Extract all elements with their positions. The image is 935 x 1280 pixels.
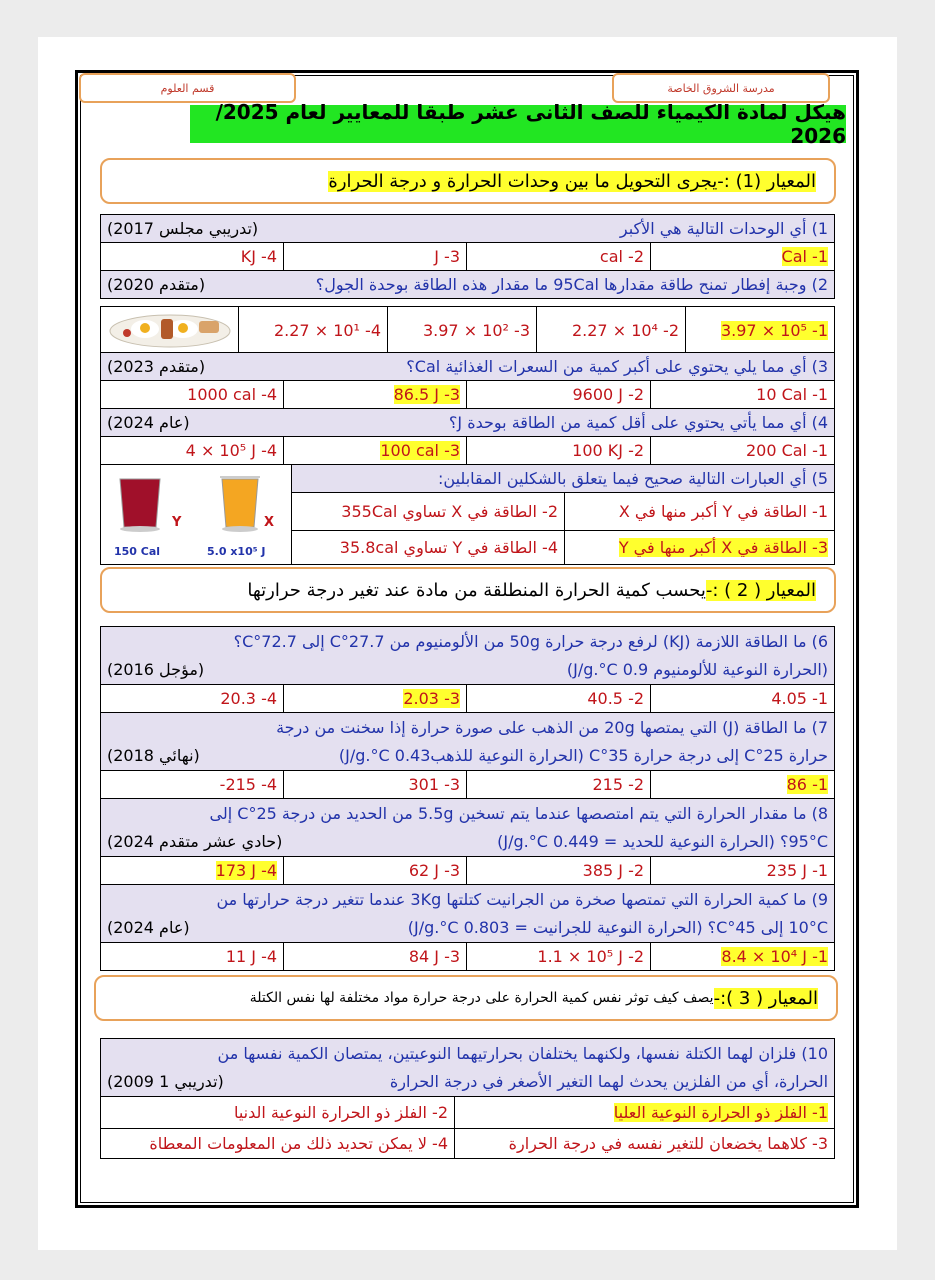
question-1-row — [101, 215, 835, 243]
glass-y-value: 150 Cal — [114, 544, 161, 558]
q4-answer-2[interactable]: 100 KJ -2 — [572, 441, 645, 460]
q5-answer-3[interactable]: 3- الطاقة في X أكبر منها في Y — [618, 538, 829, 557]
standard-2-box — [100, 567, 836, 613]
q7-answer-4[interactable]: -215 -4 — [219, 775, 278, 794]
standard-1-label: المعيار (1) :- — [717, 170, 816, 192]
questions-table-3 — [100, 626, 835, 971]
standard-3-label: المعيار ( 3 ):- — [713, 987, 818, 1009]
q6-answer-1[interactable]: 4.05 -1 — [771, 689, 829, 708]
question-9-text-2: 10°C إلى 45°C؟ (الحرارة النوعية للجرانيت = 0.803 J/g.°C) — [407, 917, 829, 937]
question-8-row — [101, 799, 835, 857]
question-4-text: 4) أي مما يأتي يحتوي على أقل كمية من الطاقة بوحدة J؟ — [448, 413, 829, 432]
q10-answer-2[interactable]: 2- الفلز ذو الحرارة النوعية الدنيا — [233, 1103, 449, 1122]
q5-answer-1[interactable]: 1- الطاقة في Y أكبر منها في X — [618, 502, 829, 521]
question-2-answers-table — [100, 306, 835, 354]
q1-answer-4[interactable]: KJ -4 — [240, 247, 277, 266]
question-10-row — [101, 1039, 835, 1097]
question-6-answers — [101, 685, 835, 713]
standard-1-text: يجرى التحويل ما بين وحدات الحرارة و درجة الحرارة — [328, 170, 718, 192]
question-7-answers — [101, 771, 835, 799]
question-8-text-2: 95°C؟ (الحرارة النوعية للحديد = 0.449 J/g.°C) — [497, 831, 829, 851]
q5-figure-cell — [101, 465, 292, 565]
q3-answer-3[interactable]: 86.5 J -3 — [393, 385, 461, 404]
question-5-table — [100, 464, 835, 565]
question-10-table — [100, 1038, 835, 1159]
standard-2-label: المعيار ( 2 ) :- — [705, 579, 816, 601]
breakfast-plate-icon — [105, 307, 235, 349]
q4-answer-3[interactable]: 100 cal -3 — [380, 441, 461, 460]
question-9-text: 9) ما كمية الحرارة التي تمتصها صخرة من الجرانيت كتلتها 3Kg عندما تتغير درجة حرارتها من — [216, 889, 829, 909]
question-9-source: (عام 2024) — [107, 917, 190, 937]
q9-answer-1[interactable]: 8.4 × 10⁴ J -1 — [721, 947, 829, 966]
standard-1-box — [100, 158, 836, 204]
q9-answer-2[interactable]: 1.1 × 10⁵ J -2 — [537, 947, 645, 966]
page-title — [190, 100, 846, 148]
q7-answer-3[interactable]: 301 -3 — [408, 775, 461, 794]
q4-answer-4[interactable]: 4 × 10⁵ J -4 — [185, 441, 278, 460]
q2-answer-3[interactable]: 3.97 × 10² -3 — [422, 320, 530, 340]
q10-answer-3[interactable]: 3- كلاهما يخضعان للتغير نفسه في درجة الحرارة — [508, 1134, 829, 1153]
question-2-answers — [101, 307, 835, 354]
question-10-text-2: الحرارة، أي من الفلزين يحدث لهما التغير الأصغر في درجة الحرارة — [389, 1071, 829, 1091]
q1-answer-2[interactable]: cal -2 — [599, 247, 644, 266]
question-5-row — [101, 465, 835, 493]
question-6-source: (مؤجل 2016) — [107, 659, 205, 679]
q9-answer-3[interactable]: 84 J -3 — [408, 947, 461, 966]
question-10-answers-a — [101, 1097, 835, 1129]
question-4-answers — [101, 437, 835, 465]
question-7-source: (نهائي 2018) — [107, 745, 200, 765]
question-10-source: (تدريبي 1 2009) — [107, 1071, 224, 1091]
q8-answer-2[interactable]: 385 J -2 — [582, 861, 645, 880]
questions-table-1 — [100, 214, 835, 299]
q1-answer-3[interactable]: J -3 — [434, 247, 460, 266]
school-name-tag — [612, 73, 830, 103]
q9-answer-4[interactable]: 11 J -4 — [225, 947, 278, 966]
glass-x-value: 5.0 x10⁵ J — [207, 544, 266, 558]
q3-answer-4[interactable]: 1000 cal -4 — [187, 385, 278, 404]
question-2-text: 2) وجبة إفطار تمنح طاقة مقدارها 95Cal ما مقدار هذه الطاقة بوحدة الجول؟ — [315, 275, 828, 294]
standard-3-text: يصف كيف توثر نفس كمية الحرارة على درجة حرارة مواد مختلفة لها نفس الكتلة — [249, 990, 714, 1006]
question-3-row — [101, 353, 835, 381]
q7-answer-2[interactable]: 215 -2 — [592, 775, 645, 794]
question-3-text: 3) أي مما يلي يحتوي على أكبر كمية من السعرات الغذائية Cal؟ — [406, 357, 829, 376]
q8-answer-3[interactable]: 62 J -3 — [408, 861, 461, 880]
question-6-text-2: (الحرارة النوعية للألومنيوم 0.9 J/g.°C) — [566, 659, 829, 679]
q8-answer-4[interactable]: 173 J -4 — [215, 861, 278, 880]
school-name: مدرسة الشروق الخاصة — [667, 81, 775, 95]
standard-3-box — [94, 975, 838, 1021]
q3-answer-2[interactable]: 9600 J -2 — [572, 385, 645, 404]
page-title-text: هيكل لمادة الكيمياء للصف الثانى عشر طبقا للمعايير لعام 2025/ 2026 — [215, 100, 846, 148]
q7-answer-1[interactable]: 86 -1 — [786, 775, 829, 794]
question-2-source: (متقدم 2020) — [107, 275, 206, 294]
q3-answer-1[interactable]: 10 Cal -1 — [756, 385, 829, 404]
q8-answer-1[interactable]: 235 J -1 — [766, 861, 829, 880]
q5-answer-2[interactable]: 2- الطاقة في X تساوي 355Cal — [341, 502, 559, 521]
standard-2-text: يحسب كمية الحرارة المنطلقة من مادة عند تغير درجة حرارتها — [247, 579, 706, 601]
question-7-row — [101, 713, 835, 771]
breakfast-image-cell — [101, 307, 239, 354]
question-2-row — [101, 271, 835, 299]
glass-y-label: Y — [172, 514, 182, 530]
q2-answer-2[interactable]: 2.27 × 10⁴ -2 — [571, 320, 679, 340]
q2-answer-4[interactable]: 2.27 × 10¹ -4 — [273, 320, 381, 340]
question-7-text: 7) ما الطاقة (J) التي يمتصها 20g من الذهب على صورة حرارة إذا سخنت من درجة — [276, 717, 829, 737]
q5-answer-4[interactable]: 4- الطاقة في Y تساوي 35.8cal — [339, 538, 559, 557]
question-5-text: 5) أي العبارات التالية صحيح فيما يتعلق بالشكلين المقابلين: — [438, 469, 829, 488]
q4-answer-1[interactable]: 200 Cal -1 — [745, 441, 829, 460]
q10-answer-1[interactable]: 1- الفلز ذو الحرارة النوعية العليا — [613, 1103, 829, 1122]
question-1-source: (تدريبي مجلس 2017) — [107, 219, 259, 238]
question-9-answers — [101, 943, 835, 971]
question-9-row — [101, 885, 835, 943]
q6-answer-3[interactable]: 2.03 -3 — [403, 689, 461, 708]
question-6-row — [101, 627, 835, 685]
q6-answer-4[interactable]: 20.3 -4 — [220, 689, 278, 708]
question-10-text: 10) فلزان لهما الكتلة نفسها، ولكنهما يختلفان بحرارتيهما النوعيتين، يمتصان الكمية نفسها من — [217, 1043, 829, 1063]
department-name: قسم العلوم — [160, 81, 215, 95]
question-4-row — [101, 409, 835, 437]
question-3-answers — [101, 381, 835, 409]
question-4-source: (عام 2024) — [107, 413, 190, 432]
question-1-answers — [101, 243, 835, 271]
question-8-answers — [101, 857, 835, 885]
glass-x-label: X — [264, 514, 275, 530]
question-7-text-2: حرارة 25°C إلى درجة حرارة 35°C (الحرارة النوعية للذهب0.43 J/g.°C) — [338, 745, 829, 765]
department-tag — [79, 73, 296, 103]
question-8-source: (حادي عشر متقدم 2024) — [107, 831, 283, 851]
q10-answer-4[interactable]: 4- لا يمكن تحديد ذلك من المعلومات المعطاة — [149, 1134, 449, 1153]
q1-answer-1[interactable]: Cal -1 — [781, 247, 828, 266]
question-10-answers-b — [101, 1129, 835, 1159]
question-1-text: 1) أي الوحدات التالية هي الأكبر — [619, 219, 828, 238]
questions-table-2 — [100, 352, 835, 465]
q2-answer-1[interactable]: 3.97 × 10⁵ -1 — [720, 320, 828, 340]
question-3-source: (متقدم 2023) — [107, 357, 206, 376]
q6-answer-2[interactable]: 40.5 -2 — [587, 689, 645, 708]
question-8-text: 8) ما مقدار الحرارة التي يتم امتصصها عندما يتم تسخين 5.5g من الحديد من درجة 25°C إلى — [209, 803, 829, 823]
question-6-text: 6) ما الطاقة اللازمة (KJ) لرفع درجة حرارة 50g من الألومنيوم من 27.7°C إلى 72.7°C؟ — [233, 631, 829, 651]
